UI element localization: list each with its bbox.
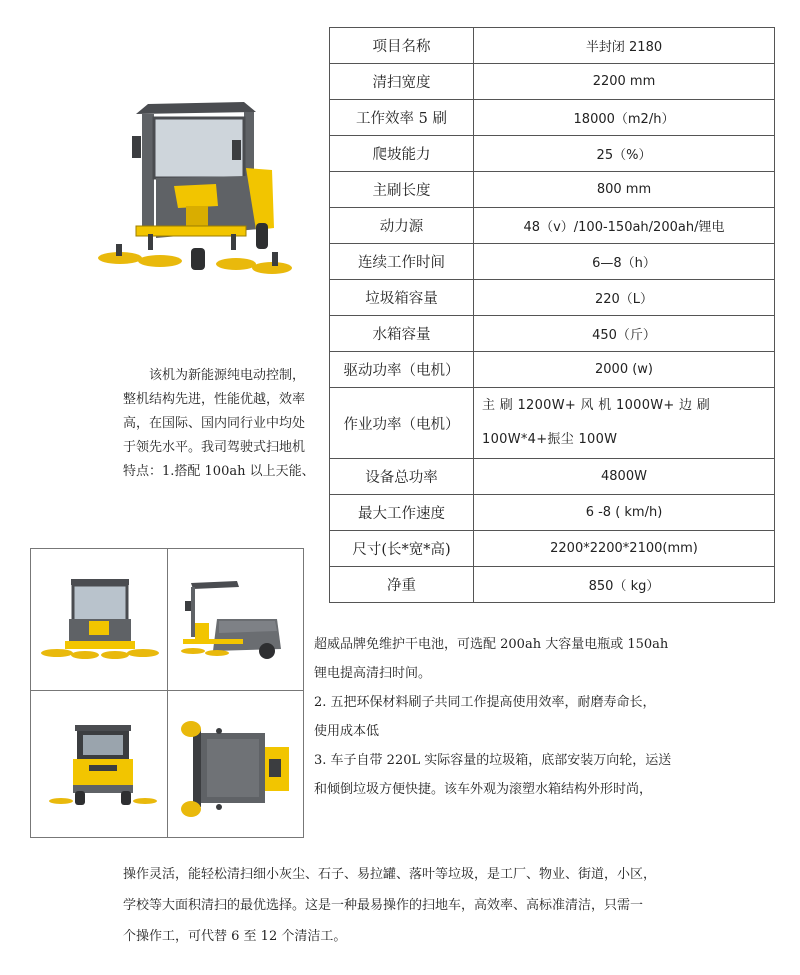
spec-row [330, 459, 775, 495]
spec-row [330, 388, 775, 459]
spec-row [330, 495, 775, 531]
spec-value: 220（L） [474, 280, 775, 316]
side-line: 整机结构先进，性能优越，效率 [123, 392, 306, 407]
side-line: 特点：1.搭配 100ah 以上天能、 [123, 464, 315, 479]
spec-label: 设备总功率 [330, 459, 474, 495]
grid-divider [31, 690, 303, 691]
sweeper-side-view-image [177, 579, 297, 671]
bottom-line: 个操作工，可代替 6 至 12 个清洁工。 [123, 929, 347, 944]
spec-label: 净重 [330, 567, 474, 603]
spec-value: 2000 (w) [474, 352, 775, 388]
spec-value: 2200 mm [474, 64, 775, 100]
spec-label: 尺寸(长*宽*高) [330, 531, 474, 567]
spec-label: 水箱容量 [330, 316, 474, 352]
spec-value: 4800W [474, 459, 775, 495]
sweeper-top-view-image [179, 719, 297, 819]
spec-value: 6—8（h） [474, 244, 775, 280]
description-bottom-text [123, 859, 693, 952]
right-line: 和倾倒垃圾方便快捷。该车外观为滚塑水箱结构外形时尚， [314, 782, 653, 797]
spec-label: 连续工作时间 [330, 244, 474, 280]
description-side-text [123, 364, 328, 484]
spec-value: 2200*2200*2100(mm) [474, 531, 775, 567]
spec-value: 850（ kg） [474, 567, 775, 603]
sweeper-rear-view-image [49, 721, 159, 813]
spec-value-line: 主 刷 1200W+ 风 机 1000W+ 边 刷 [482, 398, 711, 413]
spec-label: 清扫宽度 [330, 64, 474, 100]
right-line: 使用成本低 [314, 724, 380, 739]
spec-row [330, 244, 775, 280]
spec-row [330, 208, 775, 244]
sweeper-front-image [96, 98, 296, 283]
spec-label: 动力源 [330, 208, 474, 244]
spec-row [330, 28, 775, 64]
spec-label: 最大工作速度 [330, 495, 474, 531]
grid-divider [167, 549, 168, 837]
spec-label: 爬坡能力 [330, 136, 474, 172]
spec-value: 48（v）/100-150ah/200ah/锂电 [474, 208, 775, 244]
side-line: 高，在国际、国内同行业中均处 [123, 416, 306, 431]
spec-row [330, 280, 775, 316]
spec-label: 主刷长度 [330, 172, 474, 208]
right-line: 3. 车子自带 220L 实际容量的垃圾箱，底部安装万向轮，运送 [314, 753, 672, 768]
side-line: 于领先水平。我司驾驶式扫地机 [123, 440, 306, 455]
spec-label: 驱动功率（电机） [330, 352, 474, 388]
spec-value [474, 388, 775, 459]
spec-label: 工作效率 5 刷 [330, 100, 474, 136]
spec-row [330, 531, 775, 567]
bottom-line: 操作灵活，能轻松清扫细小灰尘、石子、易拉罐、落叶等垃圾，是工厂、物业、街道，小区， [123, 867, 657, 882]
spec-row [330, 172, 775, 208]
bottom-line: 学校等大面积清扫的最优选择。这是一种最易操作的扫地车，高效率、高标准清洁，只需一 [123, 898, 644, 913]
spec-value: 450（斤） [474, 316, 775, 352]
spec-row [330, 64, 775, 100]
spec-row [330, 567, 775, 603]
spec-value: 800 mm [474, 172, 775, 208]
spec-value: 25（%） [474, 136, 775, 172]
description-right-text [314, 630, 784, 804]
spec-value: 18000（m2/h） [474, 100, 775, 136]
spec-row [330, 316, 775, 352]
right-line: 锂电提高清扫时间。 [314, 666, 432, 681]
spec-value: 6 -8 ( km/h) [474, 495, 775, 531]
spec-label: 作业功率（电机） [330, 388, 474, 459]
spec-value-line: 100W*4+振尘 100W [482, 432, 618, 447]
spec-label: 垃圾箱容量 [330, 280, 474, 316]
right-line: 2. 五把环保材料刷子共同工作提高使用效率，耐磨寿命长， [314, 695, 656, 710]
spec-label: 项目名称 [330, 28, 474, 64]
spec-row [330, 136, 775, 172]
spec-value: 半封闭 2180 [474, 28, 775, 64]
spec-row [330, 100, 775, 136]
side-line: 该机为新能源纯电动控制， [149, 368, 306, 383]
spec-row [330, 352, 775, 388]
views-image-grid [30, 548, 304, 838]
right-line: 超威品牌免维护干电池，可选配 200ah 大容量电瓶或 150ah [314, 637, 669, 652]
sweeper-front-view-image [41, 571, 159, 671]
spec-table [329, 27, 775, 603]
